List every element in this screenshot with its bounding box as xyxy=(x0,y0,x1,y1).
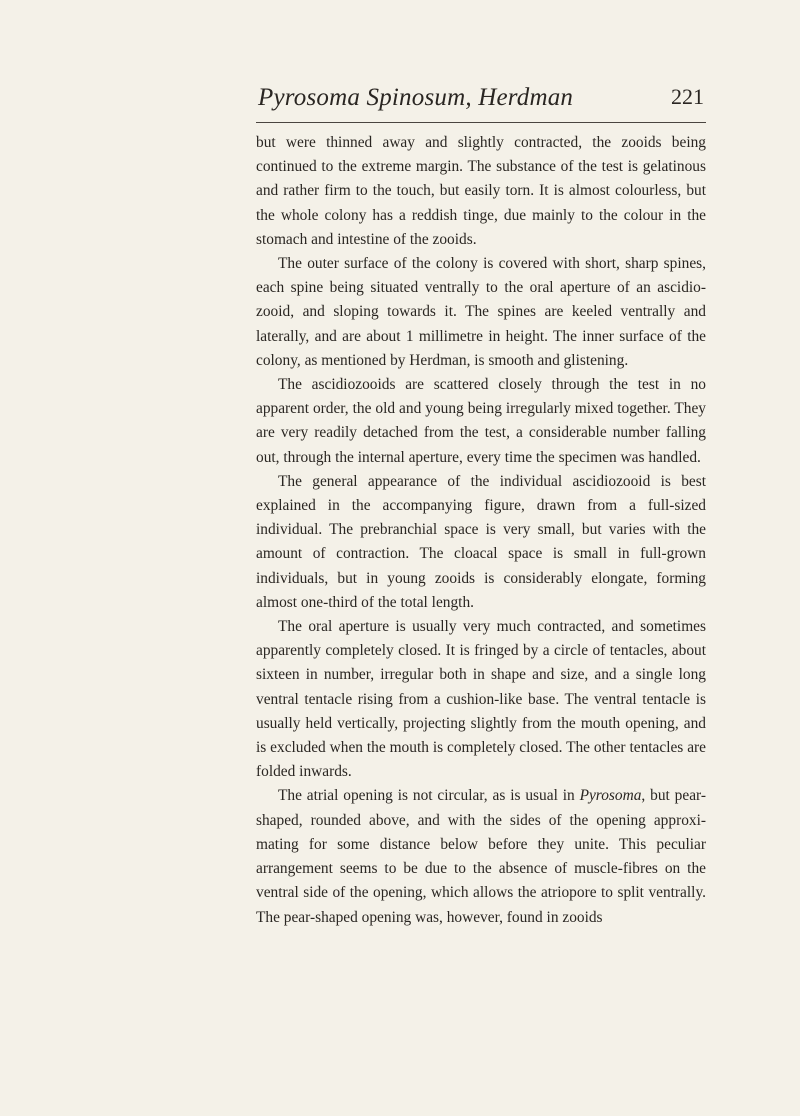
paragraph-3: The ascidiozooids are scattered closely through the test in no apparent order, the old and young being irregularly mixed together. They are very readily detached from the test, a considerable number falling out, through the internal aperture, every time the specimen was handled. xyxy=(256,376,706,466)
paragraph-2: The outer surface of the colony is covered with short, sharp spines, each spine being situated ventrally to the oral aperture of an ascidio-zooid, and sloping towards it. The spines are keeled ventrally and laterally, and are about 1 millimetre in height. The inner surface of the colony, as mentioned by Herdman, is smooth and glistening. xyxy=(256,255,706,369)
paragraph-1: but were thinned away and slightly contracted, the zooids being continued to the extreme margin. The substance of the test is gelatinous and rather firm to the touch, but easily torn. It is almost colourless, but the whole colony has a reddish tinge, due mainly to the colour in the stomach and intestine of the zooids. xyxy=(256,134,706,248)
running-title: Pyrosoma Spinosum, Herdman xyxy=(258,84,574,111)
paragraph-5: The oral aperture is usually very much contracted, and sometimes apparently completely closed. It is fringed by a circle of tentacles, about sixteen in number, irregular both in shape and size, and a single long ventral tentacle rising from a cushion-like base. The ventral tentacle is usually held vertically, projecting slightly from the mouth opening, and is excluded when the mouth is completely closed. The other tentacles are folded inwards. xyxy=(256,618,706,781)
header-rule xyxy=(256,122,706,123)
running-head xyxy=(258,84,704,120)
paragraph-6-end: , but pear-shaped, rounded above, and with the sides of the opening approxi-mating for some distance below before they unite. This peculiar arrangement seems to be due to the absence of muscle-fibres on the ventral side of the opening, which allows the atriopore to split ventrally. The pear-shaped opening was, however, found in zooids xyxy=(256,787,706,926)
paragraph-6 xyxy=(256,784,706,929)
page-number: 221 xyxy=(671,84,704,109)
paragraph-6-start: The atrial opening is not circular, as is usual in xyxy=(278,787,580,805)
genus-name-italic: Pyrosoma xyxy=(579,787,642,805)
body-text xyxy=(256,131,706,930)
paragraph-4: The general appearance of the individual ascidiozooid is best explained in the accompanying figure, drawn from a full-sized individual. The prebranchial space is very small, but varies with the amount of contraction. The cloacal space is small in full-grown individuals, but in young zooids is considerably elongate, forming almost one-third of the total length. xyxy=(256,472,706,611)
